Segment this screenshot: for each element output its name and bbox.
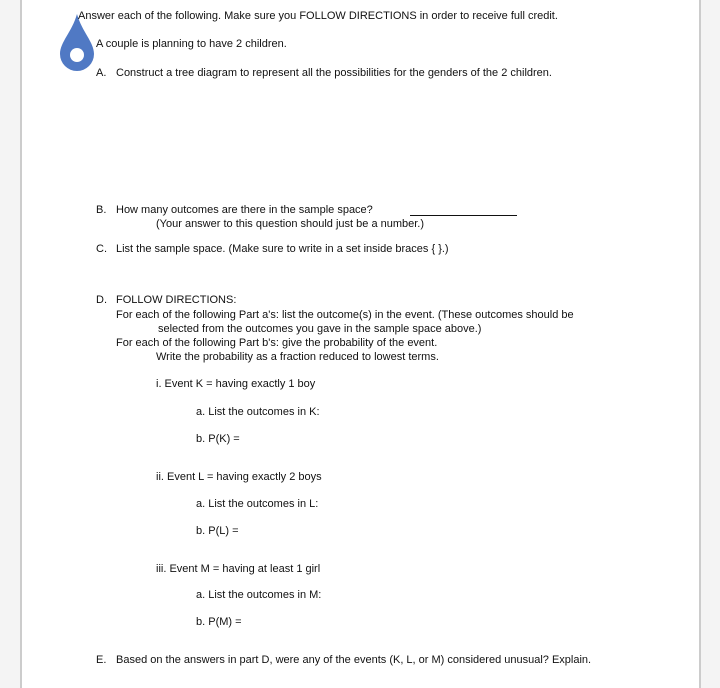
intro: A couple is planning to have 2 children.: [96, 38, 287, 50]
question-c-label: C.: [96, 243, 107, 255]
question-b-note: (Your answer to this question should just be a number.): [156, 218, 425, 230]
question-a-label: A.: [96, 67, 107, 79]
question-b-label: B.: [96, 204, 107, 216]
question-d-line1: For each of the following Part a's: list the outcome(s) in the event. (These outcomes should be: [116, 309, 574, 321]
event-l-part-b: b. P(L) =: [196, 525, 239, 537]
question-e-label: E.: [96, 654, 107, 666]
event-k-part-a: a. List the outcomes in K:: [196, 406, 320, 418]
event-m-part-b: b. P(M) =: [196, 616, 242, 628]
question-d-heading: FOLLOW DIRECTIONS:: [116, 294, 237, 306]
event-l-part-a: a. List the outcomes in L:: [196, 498, 319, 510]
question-a: Construct a tree diagram to represent all the possibilities for the genders of the 2 children.: [116, 67, 552, 79]
event-k-title: i. Event K = having exactly 1 boy: [156, 378, 316, 390]
question-d-line3: For each of the following Part b's: give the probability of the event.: [116, 337, 438, 349]
question-d-line2: selected from the outcomes you gave in the sample space above.): [158, 323, 482, 335]
question-d-label: D.: [96, 294, 107, 306]
event-l-title: ii. Event L = having exactly 2 boys: [156, 471, 322, 483]
question-e: Based on the answers in part D, were any of the events (K, L, or M) considered unusual? Explain.: [116, 654, 592, 666]
instructions: Answer each of the following. Make sure you FOLLOW DIRECTIONS in order to receive full credit.: [78, 10, 558, 22]
event-m-title: iii. Event M = having at least 1 girl: [156, 563, 321, 575]
question-b: How many outcomes are there in the sample space?: [116, 204, 373, 216]
event-m-part-a: a. List the outcomes in M:: [196, 589, 322, 601]
answer-blank[interactable]: [410, 215, 517, 216]
event-k-part-b: b. P(K) =: [196, 433, 240, 445]
question-d-line4: Write the probability as a fraction reduced to lowest terms.: [156, 351, 439, 363]
question-c: List the sample space. (Make sure to write in a set inside braces { }.): [116, 243, 449, 255]
